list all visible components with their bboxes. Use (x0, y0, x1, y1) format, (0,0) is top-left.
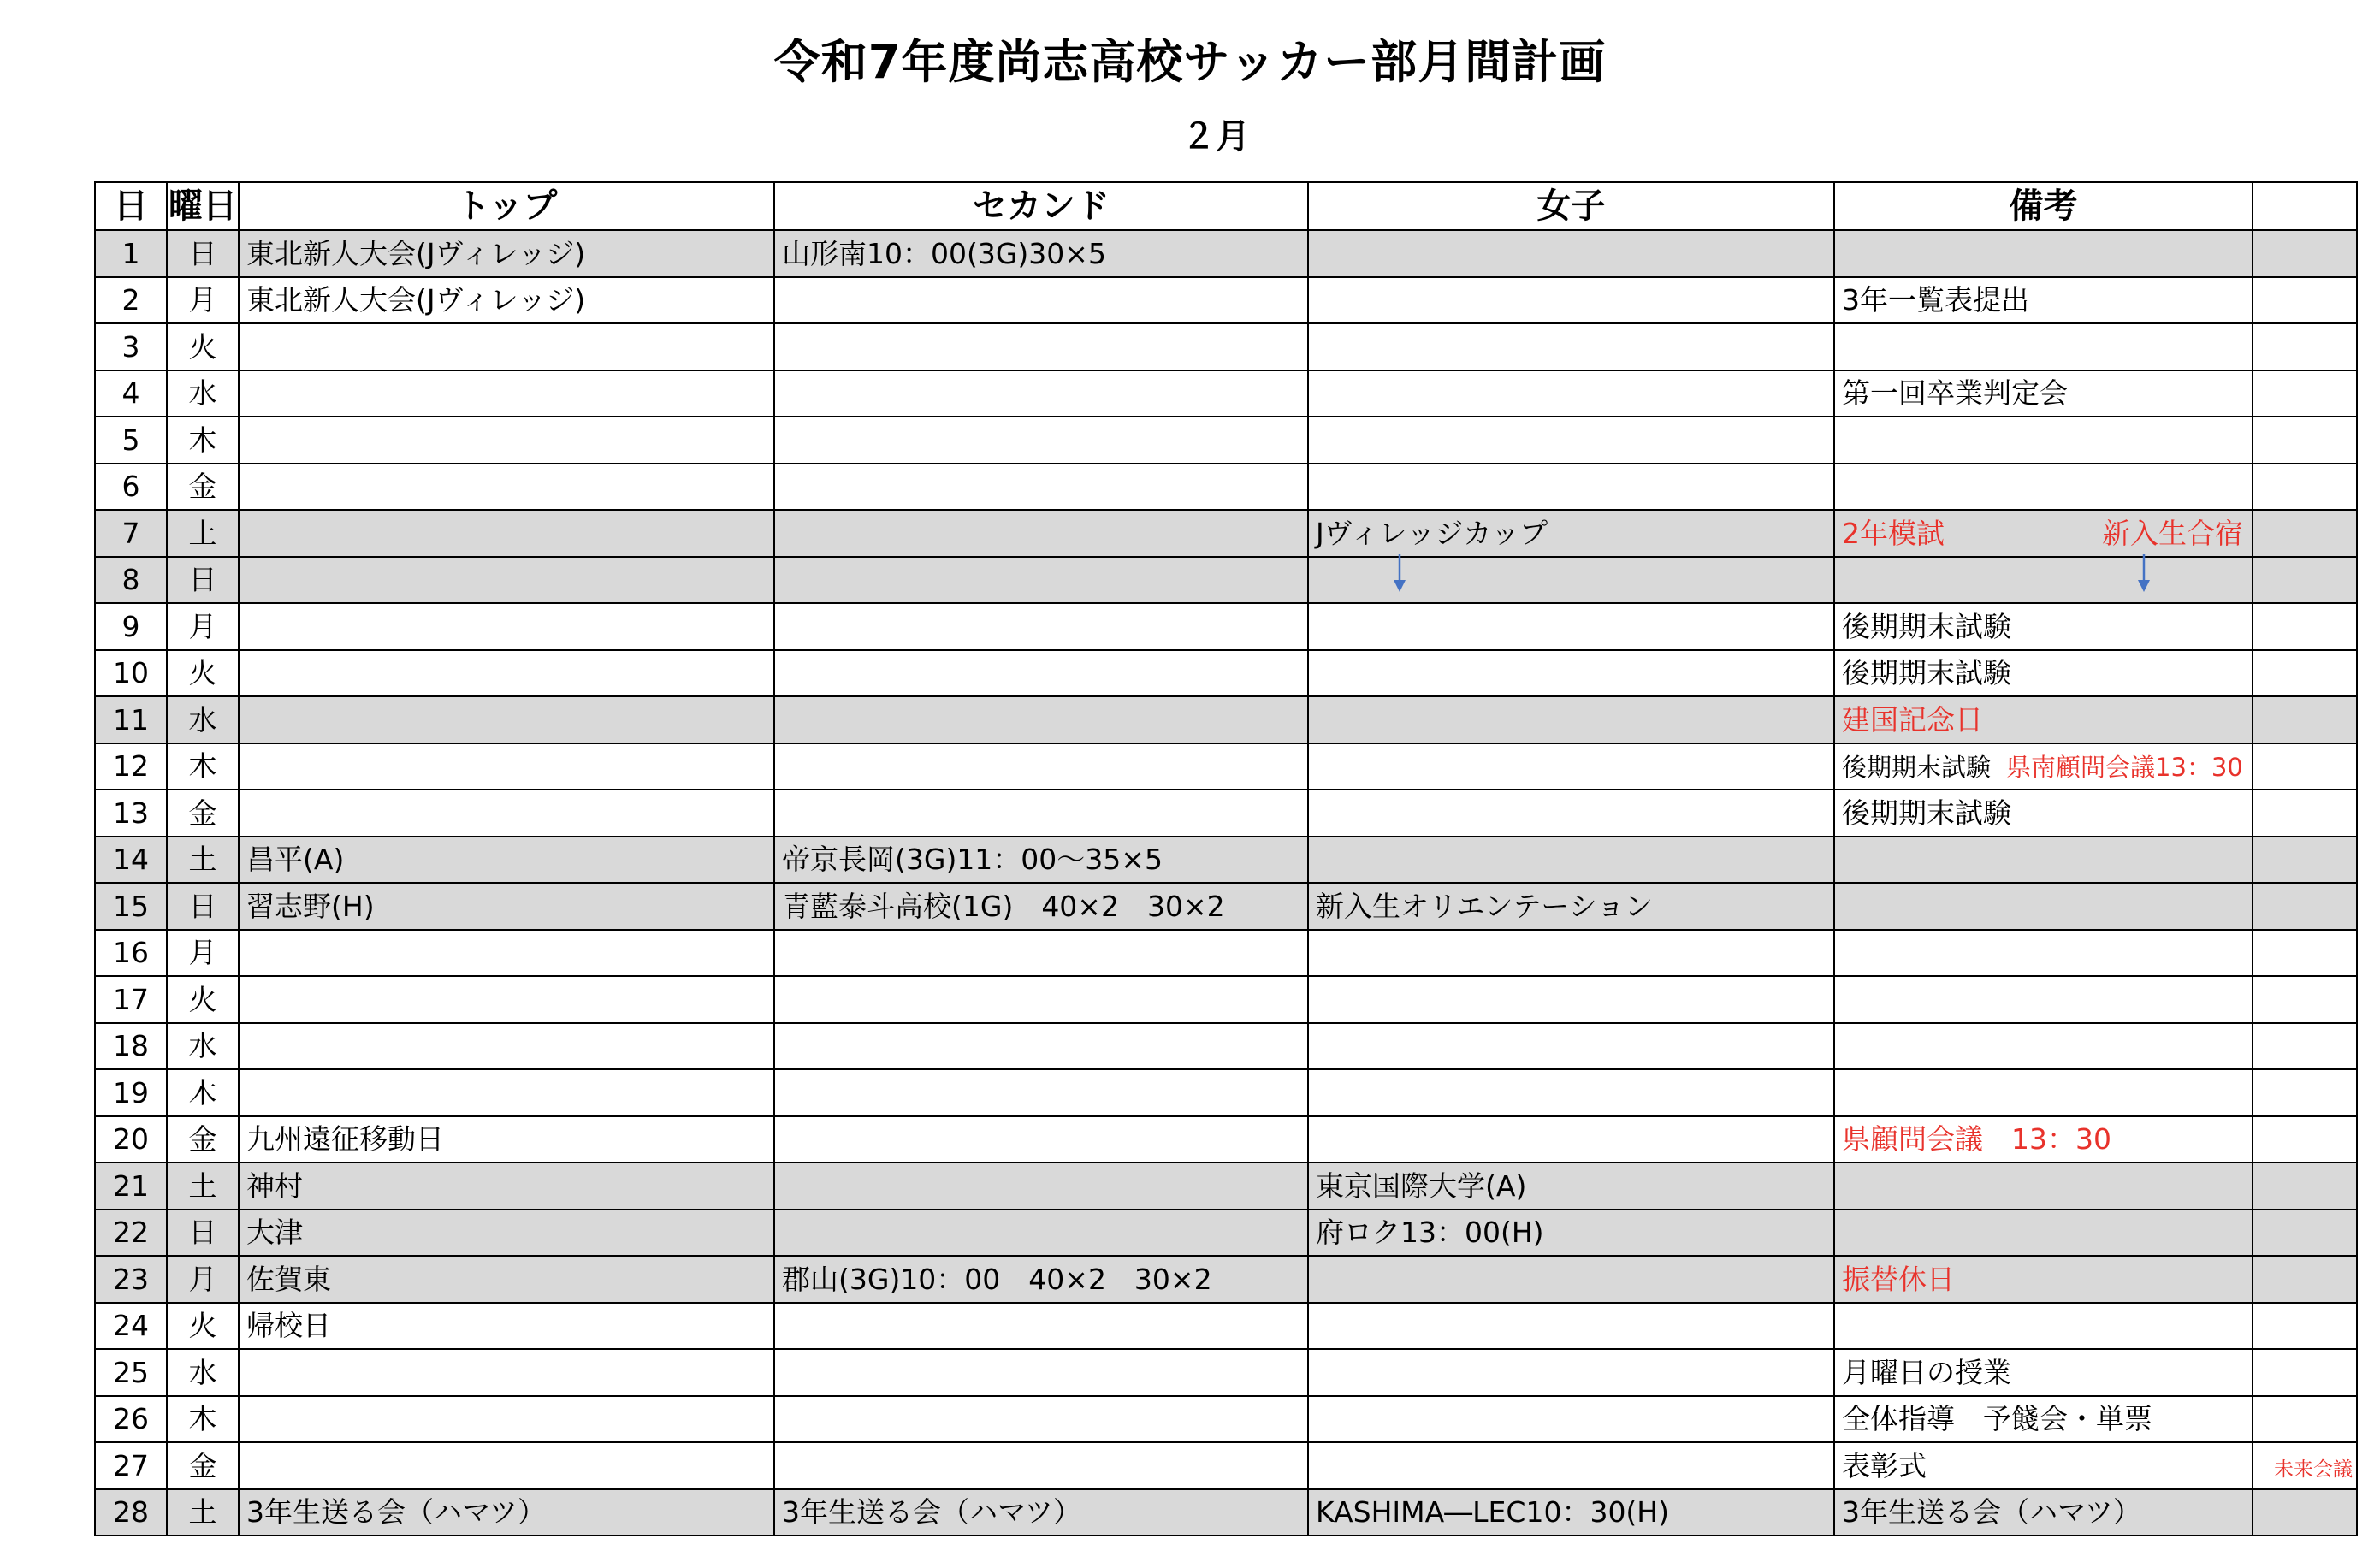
table-row (95, 1023, 2357, 1070)
day-cell: 3 (95, 323, 167, 370)
notes-text: 第一回卒業判定会 (1842, 376, 2068, 411)
table-row (95, 464, 2357, 511)
day-cell: 22 (95, 1210, 167, 1257)
day-cell: 28 (95, 1489, 167, 1536)
women-cell (1308, 976, 1834, 1023)
weekday-cell: 月 (167, 1256, 239, 1303)
notes-text: 建国記念日 (1842, 702, 1983, 737)
day-cell: 17 (95, 976, 167, 1023)
women-cell: 府ロク13：00(H) (1308, 1210, 1834, 1257)
second-cell (774, 510, 1308, 557)
second-cell (774, 1163, 1308, 1210)
women-cell (1308, 1396, 1834, 1443)
table-row (95, 417, 2357, 464)
weekday-cell: 土 (167, 837, 239, 884)
day-cell: 7 (95, 510, 167, 557)
table-row (95, 1069, 2357, 1116)
day-cell: 1 (95, 230, 167, 277)
table-row (95, 790, 2357, 837)
top-cell: 帰校日 (239, 1303, 774, 1350)
day-cell: 18 (95, 1023, 167, 1070)
weekday-cell: 金 (167, 464, 239, 511)
table-row (95, 277, 2357, 324)
day-cell: 11 (95, 696, 167, 743)
extra-cell (2253, 696, 2357, 743)
day-cell: 21 (95, 1163, 167, 1210)
women-cell (1308, 1349, 1834, 1396)
extra-cell (2253, 790, 2357, 837)
day-cell: 5 (95, 417, 167, 464)
notes-cell (1834, 510, 2253, 557)
women-cell: Jヴィレッジカップ (1308, 510, 1834, 557)
weekday-cell: 水 (167, 1349, 239, 1396)
second-cell (774, 417, 1308, 464)
second-cell (774, 1442, 1308, 1489)
women-cell (1308, 650, 1834, 697)
weekday-cell: 土 (167, 1163, 239, 1210)
weekday-cell: 金 (167, 1116, 239, 1163)
top-cell: 東北新人大会(Jヴィレッジ) (239, 277, 774, 324)
extra-cell (2253, 1069, 2357, 1116)
table-row (95, 230, 2357, 277)
notes-text: 後期期末試験 (1842, 656, 2011, 690)
notes-cell (1834, 650, 2253, 697)
table-row (95, 1163, 2357, 1210)
notes-cell (1834, 1256, 2253, 1303)
extra-cell (2253, 370, 2357, 417)
weekday-cell: 水 (167, 370, 239, 417)
women-cell (1308, 557, 1834, 604)
second-cell (774, 1396, 1308, 1443)
weekday-cell: 木 (167, 1069, 239, 1116)
top-cell (239, 1023, 774, 1070)
table-row (95, 1303, 2357, 1350)
notes-cell (1834, 323, 2253, 370)
women-cell (1308, 1442, 1834, 1489)
page-title: 令和7年度尚志高校サッカー部月間計画 (773, 35, 1607, 89)
women-cell (1308, 1023, 1834, 1070)
header-top: トップ (239, 182, 774, 230)
day-cell: 9 (95, 603, 167, 650)
women-cell (1308, 464, 1834, 511)
weekday-cell: 火 (167, 323, 239, 370)
second-cell (774, 976, 1308, 1023)
notes-cell (1834, 837, 2253, 884)
weekday-cell: 月 (167, 277, 239, 324)
extra-cell (2253, 976, 2357, 1023)
day-cell: 4 (95, 370, 167, 417)
notes-text: 後期期末試験 (1842, 609, 2011, 643)
weekday-cell: 日 (167, 230, 239, 277)
women-cell (1308, 1116, 1834, 1163)
extra-cell (2253, 1256, 2357, 1303)
extra-cell (2253, 743, 2357, 790)
notes-cell (1834, 603, 2253, 650)
top-cell: 神村 (239, 1163, 774, 1210)
weekday-cell: 月 (167, 930, 239, 977)
weekday-cell: 金 (167, 1442, 239, 1489)
weekday-cell: 火 (167, 650, 239, 697)
top-cell: 3年生送る会（ハマツ） (239, 1489, 774, 1536)
women-cell (1308, 696, 1834, 743)
table-row (95, 976, 2357, 1023)
extra-cell (2253, 510, 2357, 557)
notes-cell (1834, 370, 2253, 417)
top-cell (239, 1069, 774, 1116)
second-cell (774, 1349, 1308, 1396)
top-cell: 佐賀東 (239, 1256, 774, 1303)
header-day: 日 (95, 182, 167, 230)
women-cell (1308, 230, 1834, 277)
arrow-down-icon (2137, 554, 2151, 592)
header-notes: 備考 (1834, 182, 2253, 230)
day-cell: 12 (95, 743, 167, 790)
notes-text: 県顧問会議 13：30 (1842, 1122, 2111, 1157)
notes-cell (1834, 790, 2253, 837)
top-cell (239, 1442, 774, 1489)
table-row (95, 837, 2357, 884)
top-cell (239, 1396, 774, 1443)
notes-cell (1834, 417, 2253, 464)
extra-cell (2253, 1396, 2357, 1443)
notes-cell (1834, 743, 2253, 790)
extra-cell (2253, 323, 2357, 370)
table-row (95, 743, 2357, 790)
notes-text: 全体指導 予餞会・単票 (1842, 1402, 2152, 1436)
women-cell: 東京国際大学(A) (1308, 1163, 1834, 1210)
extra-cell (2253, 1303, 2357, 1350)
notes-cell (1834, 976, 2253, 1023)
second-cell (774, 1210, 1308, 1257)
second-cell (774, 743, 1308, 790)
weekday-cell: 日 (167, 557, 239, 604)
notes-text: 表彰式 (1842, 1448, 1927, 1482)
notes-cell (1834, 1442, 2253, 1489)
notes-cell (1834, 1210, 2253, 1257)
notes-cell (1834, 277, 2253, 324)
notes-cell (1834, 557, 2253, 604)
day-cell: 24 (95, 1303, 167, 1350)
extra-cell (2253, 1349, 2357, 1396)
top-cell (239, 557, 774, 604)
table-row (95, 1442, 2357, 1489)
weekday-cell: 木 (167, 417, 239, 464)
top-cell (239, 370, 774, 417)
top-cell (239, 930, 774, 977)
day-cell: 26 (95, 1396, 167, 1443)
table-row (95, 930, 2357, 977)
notes-cell (1834, 1069, 2253, 1116)
weekday-cell: 日 (167, 1210, 239, 1257)
day-cell: 15 (95, 883, 167, 930)
notes-cell (1834, 1163, 2253, 1210)
women-cell: KASHIMA―LEC10：30(H) (1308, 1489, 1834, 1536)
notes-text: 後期期末試験 (1842, 753, 1992, 783)
top-cell (239, 650, 774, 697)
day-cell: 10 (95, 650, 167, 697)
notes-text: 後期期末試験 (1842, 796, 2011, 830)
women-cell (1308, 1069, 1834, 1116)
notes-text: 2年模試 (1842, 516, 1945, 550)
top-cell: 東北新人大会(Jヴィレッジ) (239, 230, 774, 277)
top-cell (239, 603, 774, 650)
notes-cell (1834, 883, 2253, 930)
table-row (95, 883, 2357, 930)
month-label: ２月 (1181, 117, 1250, 157)
extra-cell (2253, 650, 2357, 697)
top-cell (239, 417, 774, 464)
day-cell: 19 (95, 1069, 167, 1116)
notes-text: 月曜日の授業 (1842, 1355, 2011, 1389)
second-cell: 3年生送る会（ハマツ） (774, 1489, 1308, 1536)
second-cell (774, 557, 1308, 604)
second-cell (774, 930, 1308, 977)
top-cell (239, 323, 774, 370)
second-cell (774, 1023, 1308, 1070)
day-cell: 2 (95, 277, 167, 324)
monthly-plan-table (94, 181, 2358, 1536)
extra-cell (2253, 603, 2357, 650)
extra-cell (2253, 464, 2357, 511)
arrow-down-icon (1393, 554, 1406, 592)
women-cell (1308, 1303, 1834, 1350)
header-extra (2253, 182, 2357, 230)
top-cell (239, 510, 774, 557)
weekday-cell: 月 (167, 603, 239, 650)
table-row (95, 1116, 2357, 1163)
table-row (95, 603, 2357, 650)
notes-cell (1834, 930, 2253, 977)
extra-cell (2253, 1210, 2357, 1257)
weekday-cell: 木 (167, 743, 239, 790)
women-cell (1308, 837, 1834, 884)
table-row (95, 1489, 2357, 1536)
weekday-cell: 土 (167, 510, 239, 557)
second-cell (774, 696, 1308, 743)
notes-cell (1834, 1023, 2253, 1070)
day-cell: 25 (95, 1349, 167, 1396)
table-row (95, 1256, 2357, 1303)
women-cell (1308, 1256, 1834, 1303)
table-row (95, 696, 2357, 743)
women-cell (1308, 743, 1834, 790)
second-cell: 青藍泰斗高校(1G) 40×2 30×2 (774, 883, 1308, 930)
notes-cell (1834, 1303, 2253, 1350)
notes-text-right: 新入生合宿 (2102, 516, 2243, 550)
women-cell (1308, 370, 1834, 417)
second-cell (774, 464, 1308, 511)
women-cell (1308, 323, 1834, 370)
notes-cell (1834, 1116, 2253, 1163)
header-row (95, 182, 2357, 230)
day-cell: 27 (95, 1442, 167, 1489)
extra-text: 未来会議 (2274, 1458, 2353, 1481)
second-cell (774, 790, 1308, 837)
weekday-cell: 火 (167, 1303, 239, 1350)
table-row (95, 370, 2357, 417)
top-cell (239, 464, 774, 511)
notes-cell (1834, 230, 2253, 277)
second-cell (774, 1303, 1308, 1350)
day-cell: 13 (95, 790, 167, 837)
top-cell (239, 1349, 774, 1396)
weekday-cell: 水 (167, 696, 239, 743)
top-cell (239, 696, 774, 743)
second-cell: 帝京長岡(3G)11：00～35×5 (774, 837, 1308, 884)
notes-cell (1834, 1396, 2253, 1443)
table-row (95, 650, 2357, 697)
extra-cell (2253, 1489, 2357, 1536)
notes-cell (1834, 1349, 2253, 1396)
extra-cell (2253, 930, 2357, 977)
weekday-cell: 水 (167, 1023, 239, 1070)
weekday-cell: 火 (167, 976, 239, 1023)
second-cell (774, 323, 1308, 370)
weekday-cell: 土 (167, 1489, 239, 1536)
extra-cell (2253, 883, 2357, 930)
extra-cell (2253, 417, 2357, 464)
header-weekday: 曜日 (167, 182, 239, 230)
table-row (95, 1396, 2357, 1443)
second-cell (774, 650, 1308, 697)
second-cell (774, 1069, 1308, 1116)
women-cell: 新入生オリエンテーション (1308, 883, 1834, 930)
women-cell (1308, 277, 1834, 324)
second-cell (774, 603, 1308, 650)
table-row (95, 1349, 2357, 1396)
top-cell: 昌平(A) (239, 837, 774, 884)
header-women: 女子 (1308, 182, 1834, 230)
second-cell (774, 277, 1308, 324)
table-row (95, 557, 2357, 604)
women-cell (1308, 417, 1834, 464)
top-cell: 習志野(H) (239, 883, 774, 930)
extra-cell (2253, 1163, 2357, 1210)
second-cell (774, 370, 1308, 417)
extra-cell (2253, 277, 2357, 324)
notes-text-extra: 県南顧問会議13：30 (2006, 753, 2243, 783)
top-cell: 大津 (239, 1210, 774, 1257)
extra-cell (2253, 557, 2357, 604)
day-cell: 16 (95, 930, 167, 977)
top-cell (239, 790, 774, 837)
notes-text: 3年生送る会（ハマツ） (1842, 1495, 2142, 1529)
extra-cell (2253, 230, 2357, 277)
women-cell (1308, 930, 1834, 977)
extra-cell (2253, 1116, 2357, 1163)
second-cell: 郡山(3G)10：00 40×2 30×2 (774, 1256, 1308, 1303)
day-cell: 23 (95, 1256, 167, 1303)
top-cell (239, 743, 774, 790)
top-cell (239, 976, 774, 1023)
second-cell (774, 1116, 1308, 1163)
day-cell: 20 (95, 1116, 167, 1163)
table-row (95, 323, 2357, 370)
extra-cell (2253, 1442, 2357, 1489)
notes-split (1842, 516, 2252, 550)
extra-cell (2253, 1023, 2357, 1070)
notes-text: 3年一覧表提出 (1842, 283, 2029, 317)
day-cell: 8 (95, 557, 167, 604)
notes-text: 振替休日 (1842, 1262, 1955, 1296)
extra-cell (2253, 837, 2357, 884)
header-second: セカンド (774, 182, 1308, 230)
weekday-cell: 金 (167, 790, 239, 837)
table-row (95, 1210, 2357, 1257)
notes-cell (1834, 1489, 2253, 1536)
women-cell (1308, 790, 1834, 837)
notes-cell (1834, 464, 2253, 511)
weekday-cell: 木 (167, 1396, 239, 1443)
weekday-cell: 日 (167, 883, 239, 930)
top-cell: 九州遠征移動日 (239, 1116, 774, 1163)
second-cell: 山形南10：00(3G)30×5 (774, 230, 1308, 277)
day-cell: 14 (95, 837, 167, 884)
table-row (95, 510, 2357, 557)
day-cell: 6 (95, 464, 167, 511)
women-cell (1308, 603, 1834, 650)
notes-cell (1834, 696, 2253, 743)
